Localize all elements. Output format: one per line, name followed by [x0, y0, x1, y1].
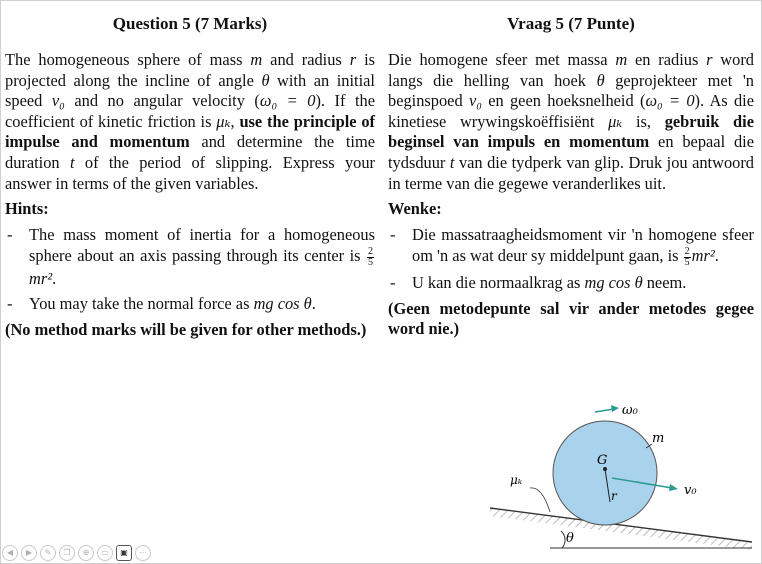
r-label: r: [611, 489, 617, 503]
omega-arrow-line: [595, 409, 614, 412]
question-title-af: Vraag 5 (7 Punte): [507, 14, 635, 33]
screen-icon[interactable]: ▭: [97, 545, 113, 561]
method-warning-af: (Geen metodepunte sal vir ander metodes gegee word nie.): [388, 298, 754, 339]
m-label: m: [652, 431, 665, 446]
hint-inertia-af: - Die massatraagheidsmoment vir 'n homogene sfeer om 'n as wat deur sy middelpunt gaan, is $\frac{2}{5}$ mr².: [390, 225, 754, 268]
sphere-incline-figure: [490, 400, 752, 560]
pen-icon[interactable]: ✎: [40, 545, 56, 561]
theta-arc: [561, 531, 565, 548]
problem-statement-af: Die homogene sfeer met massa m en radius r word langs die helling van hoek θ geprojekteer met 'n beginspoed v₀ en geen hoeksnelheid (ω₀ = 0). As die kinetiese wrywingskoëffisiënt μₖ is, gebruik die beginsel van impuls en momentum en bepaal die tydsduur t van die tydperk van glip. Druk jou antwoord in terme van die gegewe veranderlikes uit.: [388, 50, 754, 193]
fraction-two-fifths-af: $\frac{2}{5}$: [684, 245, 690, 268]
back-icon[interactable]: ◀: [2, 545, 18, 561]
hints-heading-en: Hints:: [5, 199, 49, 219]
caption-icon[interactable]: ▣: [116, 545, 132, 561]
afrikaans-column: [388, 0, 754, 340]
more-icon[interactable]: ⋯: [135, 545, 151, 561]
sphere: [553, 421, 657, 525]
omega-label: ω₀: [622, 403, 638, 418]
english-column: [5, 0, 375, 340]
G-label: G: [597, 453, 608, 468]
zoom-icon[interactable]: ⊕: [78, 545, 94, 561]
hint-normal-force-af: - U kan die normaalkrag as mg cos θ neem.: [390, 272, 687, 292]
question-title-en: Question 5 (7 Marks): [112, 14, 268, 33]
mu-leader: [530, 488, 550, 512]
theta-label: θ: [566, 531, 574, 546]
hints-heading-af: Wenke:: [388, 199, 442, 219]
hint-inertia-en: - The mass moment of inertia for a homogeneous sphere about an axis passing through its center is $\frac{2}{5}$ mr².: [7, 225, 375, 288]
hint-normal-force-en: - You may take the normal force as mg cos θ.: [7, 293, 316, 313]
v0-label: v₀: [684, 483, 697, 498]
copy-icon[interactable]: ❐: [59, 545, 75, 561]
slide-toolbar: [2, 545, 151, 561]
forward-icon[interactable]: ▶: [21, 545, 37, 561]
v0-arrowhead: [669, 484, 678, 491]
problem-statement-en: The homogeneous sphere of mass m and radius r is projected along the incline of angle θ with an initial speed v₀ and no angular velocity (ω₀ = 0). If the coefficient of kinetic friction is μₖ, use the principle of impulse and momentum and determine the time duration t of the period of slipping. Express your answer in terms of the given variables.: [5, 50, 376, 193]
omega-arrowhead: [611, 405, 619, 412]
fraction-two-fifths: $\frac{2}{5}$: [368, 245, 373, 268]
mu-label: μₖ: [510, 473, 523, 487]
instruction-bold-af: gebruik die beginsel van impuls en momentum: [388, 111, 754, 152]
instruction-bold-en: use the principle of impulse and momentum: [5, 111, 375, 152]
method-warning-en: (No method marks will be given for other methods.): [5, 319, 367, 339]
